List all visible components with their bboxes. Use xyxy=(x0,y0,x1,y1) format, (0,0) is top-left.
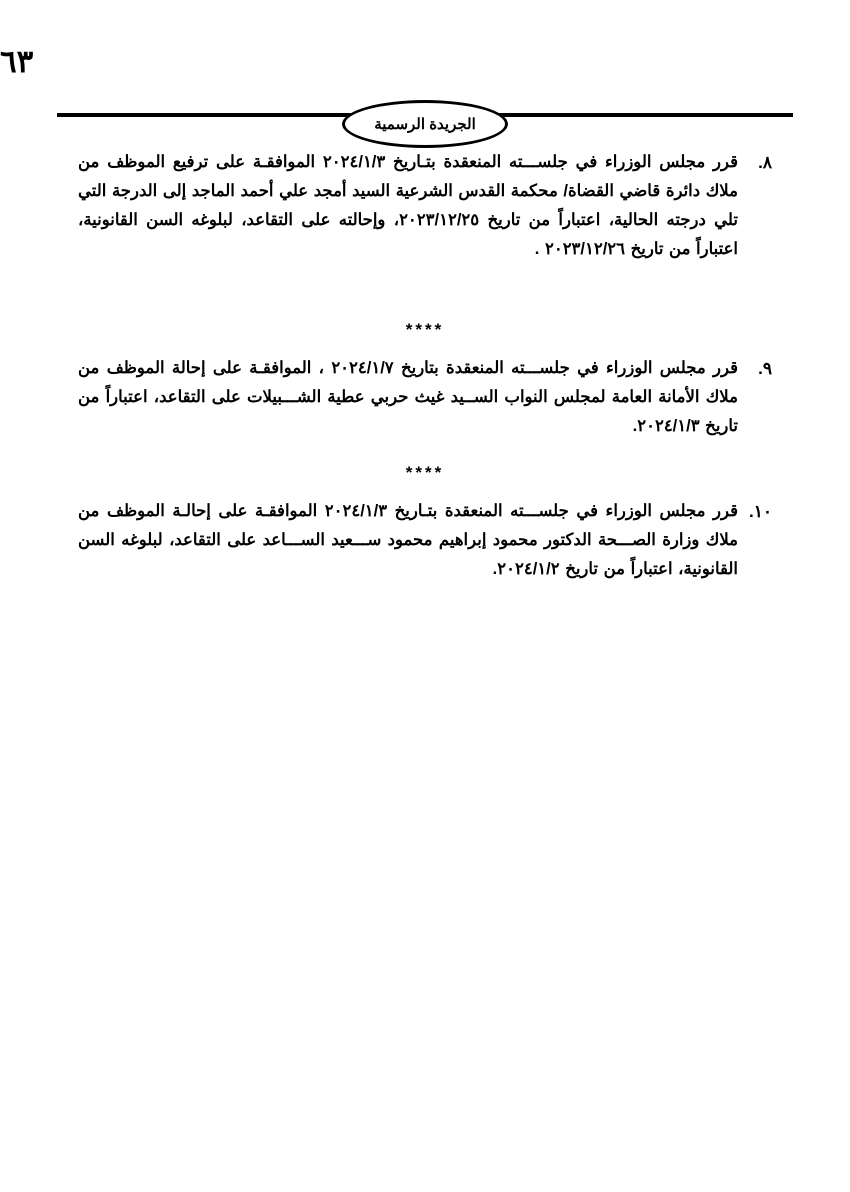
entry-number: ٩. xyxy=(758,359,772,378)
entry-number: ٨. xyxy=(758,153,772,172)
entry-text: قرر مجلس الوزراء في جلســـته المنعقدة بتاريخ ٢٠٢٤/١/٧ ، الموافقـة على إحالة الموظف من ملاك الأمانة العامة لمجلس النواب الســيد غيث حربي عطية الشـــبيلات على التقاعد، اعتباراً من تاريخ ٢٠٢٤/١/٣. xyxy=(78,359,738,435)
header-title-badge: الجريدة الرسمية xyxy=(342,100,508,148)
entry-number: ١٠. xyxy=(749,502,772,521)
decision-entry-8 xyxy=(78,148,772,264)
decision-entry-9 xyxy=(78,354,772,441)
decision-entry-10 xyxy=(78,497,772,584)
section-separator-1: **** xyxy=(405,320,445,339)
spacer xyxy=(78,268,772,298)
document-body xyxy=(78,148,772,588)
section-separator-2: **** xyxy=(405,463,445,482)
page-number: ٦٣ xyxy=(0,44,34,79)
entry-text: قرر مجلس الوزراء في جلســـته المنعقدة بتـاريخ ٢٠٢٤/١/٣ الموافقـة على ترفيع الموظف من ملاك دائرة قاضي القضاة/ محكمة القدس الشرعية السيد أمجد علي أحمد الماجد إلى الدرجة التي تلي درجته الحالية، اعتباراً من تاريخ ٢٠٢٣/١٢/٢٥، وإحالته على التقاعد، لبلوغه السن القانونية، اعتباراً من تاريخ ٢٠٢٣/١٢/٢٦ . xyxy=(78,153,738,258)
entry-text: قرر مجلس الوزراء في جلســـته المنعقدة بتـاريخ ٢٠٢٤/١/٣ الموافقـة على إحالـة الموظف من ملاك وزارة الصـــحة الدكتور محمود إبراهيم محمود ســـعيد الســـاعد على التقاعد، لبلوغه السن القانونية، اعتباراً من تاريخ ٢٠٢٤/١/٢. xyxy=(78,502,739,578)
page-header xyxy=(57,100,793,146)
